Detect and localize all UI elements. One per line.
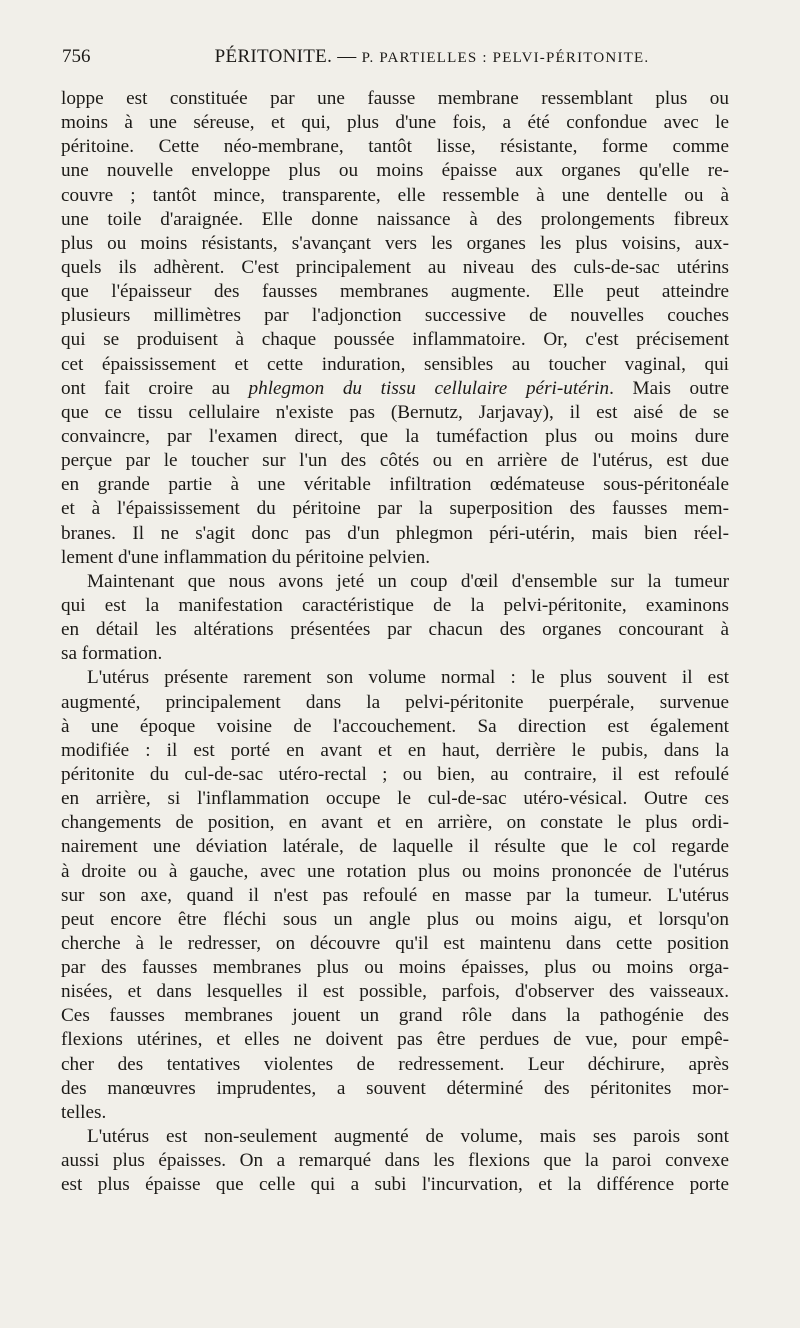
- text-line-content: péritoine. Cette néo-membrane, tantôt lisse, résistante, forme comme: [61, 136, 729, 158]
- text-line: [61, 642, 729, 666]
- text-line-content: changements de position, en avant et en arrière, on constate le plus ordi-: [61, 812, 729, 834]
- text-line: [61, 159, 729, 183]
- text-line-content: perçue par le toucher sur l'un des côtés ou en arrière de l'utérus, est due: [61, 450, 729, 472]
- text-line: [61, 618, 729, 642]
- text-line-content: L'utérus présente rarement son volume normal : le plus souvent il est: [87, 667, 729, 689]
- text-line-content: à une époque voisine de l'accouchement. Sa direction est également: [61, 715, 729, 737]
- body-text: [61, 87, 729, 1197]
- text-line-content: nisées, et dans lesquelles il est possible, parfois, d'observer des vaisseaux.: [61, 981, 729, 1003]
- text-line: [61, 835, 729, 859]
- text-line: [61, 328, 729, 352]
- text-line-content: une nouvelle enveloppe plus ou moins épaisse aux organes qu'elle re-: [61, 160, 729, 182]
- text-line-content: lement d'une inflammation du péritoine pelvien.: [61, 546, 430, 568]
- text-line: [61, 1149, 729, 1173]
- text-line: [61, 570, 729, 594]
- text-line: [61, 1101, 729, 1125]
- page-number: 756: [62, 46, 91, 67]
- text-line: [61, 715, 729, 739]
- text-line-content: Ces fausses membranes jouent un grand rôle dans la pathogénie des: [61, 1005, 729, 1027]
- text-line-content: à droite ou à gauche, avec une rotation plus ou moins prononcée de l'utérus: [61, 860, 729, 882]
- text-line: [61, 232, 729, 256]
- text-line-content: cher des tentatives violentes de redressement. Leur déchirure, après: [61, 1053, 729, 1075]
- text-line: [61, 208, 729, 232]
- text-line: [61, 1053, 729, 1077]
- text-line: [61, 280, 729, 304]
- text-line-content: des manœuvres imprudentes, a souvent déterminé des péritonites mor-: [61, 1077, 729, 1099]
- text-line: [61, 546, 729, 570]
- text-line: [61, 111, 729, 135]
- text-line: [61, 449, 729, 473]
- text-line: [61, 1028, 729, 1052]
- text-line: [61, 739, 729, 763]
- text-line-content: couvre ; tantôt mince, transparente, elle ressemble à une dentelle ou à: [61, 184, 729, 206]
- text-line-content: cet épaississement et cette induration, sensibles au toucher vaginal, qui: [61, 353, 729, 375]
- text-line-content: nairement une déviation latérale, de laquelle il résulte que le col regarde: [61, 836, 729, 858]
- text-line-content: loppe est constituée par une fausse membrane ressemblant plus ou: [61, 88, 729, 109]
- text-line: [61, 1077, 729, 1101]
- text-line-content: modifiée : il est porté en avant et en haut, derrière le pubis, dans la: [61, 739, 729, 761]
- text-line: [61, 184, 729, 208]
- text-line: [61, 884, 729, 908]
- text-line: [61, 787, 729, 811]
- text-line-content: et à l'épaississement du péritoine par la superposition des fausses mem-: [61, 498, 729, 520]
- text-line-content: que l'épaisseur des fausses membranes augmente. Elle peut atteindre: [61, 281, 729, 303]
- text-line-content: sur son axe, quand il n'est pas refoulé en masse par la tumeur. L'utérus: [61, 884, 729, 906]
- text-line-content: ont fait croire au: [61, 377, 249, 399]
- text-line-content: convaincre, par l'examen direct, que la tuméfaction plus ou moins dure: [61, 425, 729, 447]
- text-line-content: plusieurs millimètres par l'adjonction successive de nouvelles couches: [61, 305, 729, 327]
- header-subtitle: P. PARTIELLES : PELVI-PÉRITONITE.: [361, 50, 650, 66]
- text-line-content: en grande partie à une véritable infiltration œdémateuse sous-péritonéale: [61, 474, 729, 496]
- text-line: [61, 304, 729, 328]
- text-line-content: telles.: [61, 1101, 107, 1123]
- text-line-content: en détail les altérations présentées par chacun des organes concourant à: [61, 619, 729, 641]
- running-header: [62, 46, 732, 80]
- text-line: [61, 763, 729, 787]
- text-line-content: qui se produisent à chaque poussée inflammatoire. Or, c'est précisement: [61, 329, 729, 351]
- running-title: [132, 46, 732, 68]
- text-line: [61, 377, 729, 401]
- italic-phrase: phlegmon du tissu cellulaire péri-utérin: [248, 377, 610, 399]
- text-line-content: péritonite du cul-de-sac utéro-rectal ; ou bien, au contraire, il est refoulé: [61, 763, 729, 785]
- header-dash: —: [337, 46, 357, 67]
- text-line-content: plus ou moins résistants, s'avançant vers les organes les plus voisins, aux-: [61, 232, 729, 254]
- text-line: [61, 401, 729, 425]
- text-line-content: sa formation.: [61, 643, 163, 665]
- text-line-content: peut encore être fléchi sous un angle plus ou moins aigu, et lorsqu'on: [61, 908, 729, 930]
- text-line-content: quels ils adhèrent. C'est principalement au niveau des culs-de-sac utérins: [61, 256, 729, 278]
- text-line: [61, 87, 729, 111]
- text-line: [61, 473, 729, 497]
- text-line: [61, 1125, 729, 1149]
- text-line-tail: . Mais outre: [609, 377, 729, 399]
- text-line: [61, 980, 729, 1004]
- text-line: [61, 1004, 729, 1028]
- text-line-content: que ce tissu cellulaire n'existe pas (Bernutz, Jarjavay), il est aisé de se: [61, 401, 729, 423]
- text-line: [61, 666, 729, 690]
- text-line: [61, 594, 729, 618]
- text-line: [61, 811, 729, 835]
- text-line-content: augmenté, principalement dans la pelvi-péritonite puerpérale, survenue: [61, 691, 729, 713]
- text-line-content: qui est la manifestation caractéristique de la pelvi-péritonite, examinons: [61, 594, 729, 616]
- text-line: [61, 353, 729, 377]
- text-line: [61, 497, 729, 521]
- text-line: [61, 425, 729, 449]
- text-line: [61, 1173, 729, 1197]
- text-line-content: par des fausses membranes plus ou moins épaisses, plus ou moins orga-: [61, 957, 729, 979]
- text-line: [61, 135, 729, 159]
- text-line-content: Maintenant que nous avons jeté un coup d'œil d'ensemble sur la tumeur: [87, 570, 729, 592]
- text-line-content: en arrière, si l'inflammation occupe le cul-de-sac utéro-vésical. Outre ces: [61, 788, 729, 810]
- text-line-content: branes. Il ne s'agit donc pas d'un phlegmon péri-utérin, mais bien réel-: [61, 522, 729, 544]
- text-line-content: aussi plus épaisses. On a remarqué dans les flexions que la paroi convexe: [61, 1150, 729, 1172]
- text-line-content: cherche à le redresser, on découvre qu'il est maintenu dans cette position: [61, 932, 729, 954]
- text-line: [61, 256, 729, 280]
- text-line-content: flexions utérines, et elles ne doivent pas être perdues de vue, pour empê-: [61, 1029, 729, 1051]
- text-line: [61, 522, 729, 546]
- text-line: [61, 908, 729, 932]
- text-line: [61, 932, 729, 956]
- text-line: [61, 860, 729, 884]
- text-line: [61, 956, 729, 980]
- text-line-content: moins à une séreuse, et qui, plus d'une fois, a été confondue avec le: [61, 112, 729, 134]
- text-line: [61, 691, 729, 715]
- header-title: PÉRITONITE.: [214, 46, 333, 67]
- text-line-content: L'utérus est non-seulement augmenté de volume, mais ses parois sont: [87, 1126, 729, 1148]
- text-line-content: est plus épaisse que celle qui a subi l'incurvation, et la différence porte: [61, 1174, 729, 1196]
- text-line-content: une toile d'araignée. Elle donne naissance à des prolongements fibreux: [61, 208, 729, 230]
